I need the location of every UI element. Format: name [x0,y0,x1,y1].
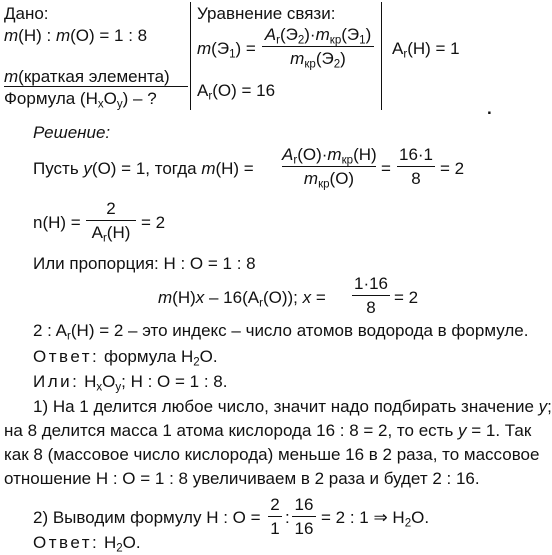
given-missing-label: m(краткая элемента) [4,67,170,86]
solution-header: Решение: [33,123,111,142]
solution-line1-fraction2 [397,146,435,187]
nh-result: = 2 [141,213,166,232]
answer2: Ответ: $H_2O$. [33,533,141,555]
nh-prefix: n(H) = [33,213,81,232]
given-formula-question: Формула $(H_xO_y)$ – ? [4,89,157,111]
relation-ar-o: $A_r(O) = 16$ [197,81,276,103]
step2-fraction2 [292,496,316,537]
fraction-numerator: 1·16 [353,274,389,293]
fraction-denominator: 8 [366,298,376,318]
relation-header: Уравнение связи: [197,4,336,23]
solution-line1-result: = 2 [440,159,465,178]
relation-lhs: $m(Э_1)$ = [197,39,256,61]
step2-result: = 2 : 1 ⇒ $H_2O$. [321,508,430,530]
or-line: Или: $H_xO_y$; H : O = 1 : 8. [33,372,228,394]
fraction-numerator: 16·1 [398,145,434,164]
solution-line1-fraction: $A_r(O)\cdot m_{кр}(H)$ $m_{кр}(O)$ [282,145,377,191]
relation-fraction: $A_r(Э_2)\cdot m_{кр}(Э_1)$ $m_{кр}(Э_2)$ [262,26,374,67]
para-line-4: отношение H : O = 1 : 8 увеличиваем в 2 раза и будет 2 : 16. [4,469,480,488]
fraction-numerator: 2 [106,199,116,218]
frame-line-left [190,2,191,110]
colon-sign: : [285,508,290,527]
solution-line1-prefix: Пусть y(O) = 1, тогда m(H) = [33,159,254,178]
para-line-3: как 8 (массовое число кислорода) меньше 16 в 2 раза, то массовое [4,445,540,464]
answer2-label: Ответ: [33,533,100,552]
fraction-denominator: 1 [270,519,280,539]
frame-line-right [381,2,382,110]
equals-sign: = [381,159,391,178]
given-ratio: m(H) : m(O) = 1 : 8 [4,26,148,45]
relation-ar-h: $A_r(H) = 1$ [392,39,460,61]
proportion-fraction [352,275,390,316]
para-line-1: 1) На 1 делится любое число, значит надо подбирать значение y; [33,397,552,416]
proportion-result: = 2 [394,288,419,307]
step2-prefix: 2) Выводим формулу H : O = [33,508,261,527]
step2-fraction1 [268,496,282,537]
fraction-denominator: 8 [411,169,421,189]
fraction-denominator: 16 [294,519,314,539]
answer1-label: Ответ: [33,347,100,366]
proportion-line: Или пропорция: H : O = 1 : 8 [33,254,256,273]
stray-dot: . [487,99,492,118]
given-header: Дано: [4,4,49,23]
nh-fraction: 2 $A_r(H)$ [86,200,136,241]
or-label: Или: [33,372,80,391]
fraction-numerator: 2 [270,495,280,514]
answer1: Ответ: формула $H_2O$. [33,347,218,369]
para-line-2: на 8 делится масса 1 атома кислорода 16 : 8 = 2, то есть y = 1. Так [4,421,532,440]
fraction-numerator: 16 [294,495,314,514]
given-divider [4,86,188,87]
proportion-equation: $m(H)x - 16(A_r(O))$; x = [158,288,326,310]
index-line: 2 : $A_r(H) = 2$ – это индекс – число атомов водорода в формуле. [33,321,529,343]
